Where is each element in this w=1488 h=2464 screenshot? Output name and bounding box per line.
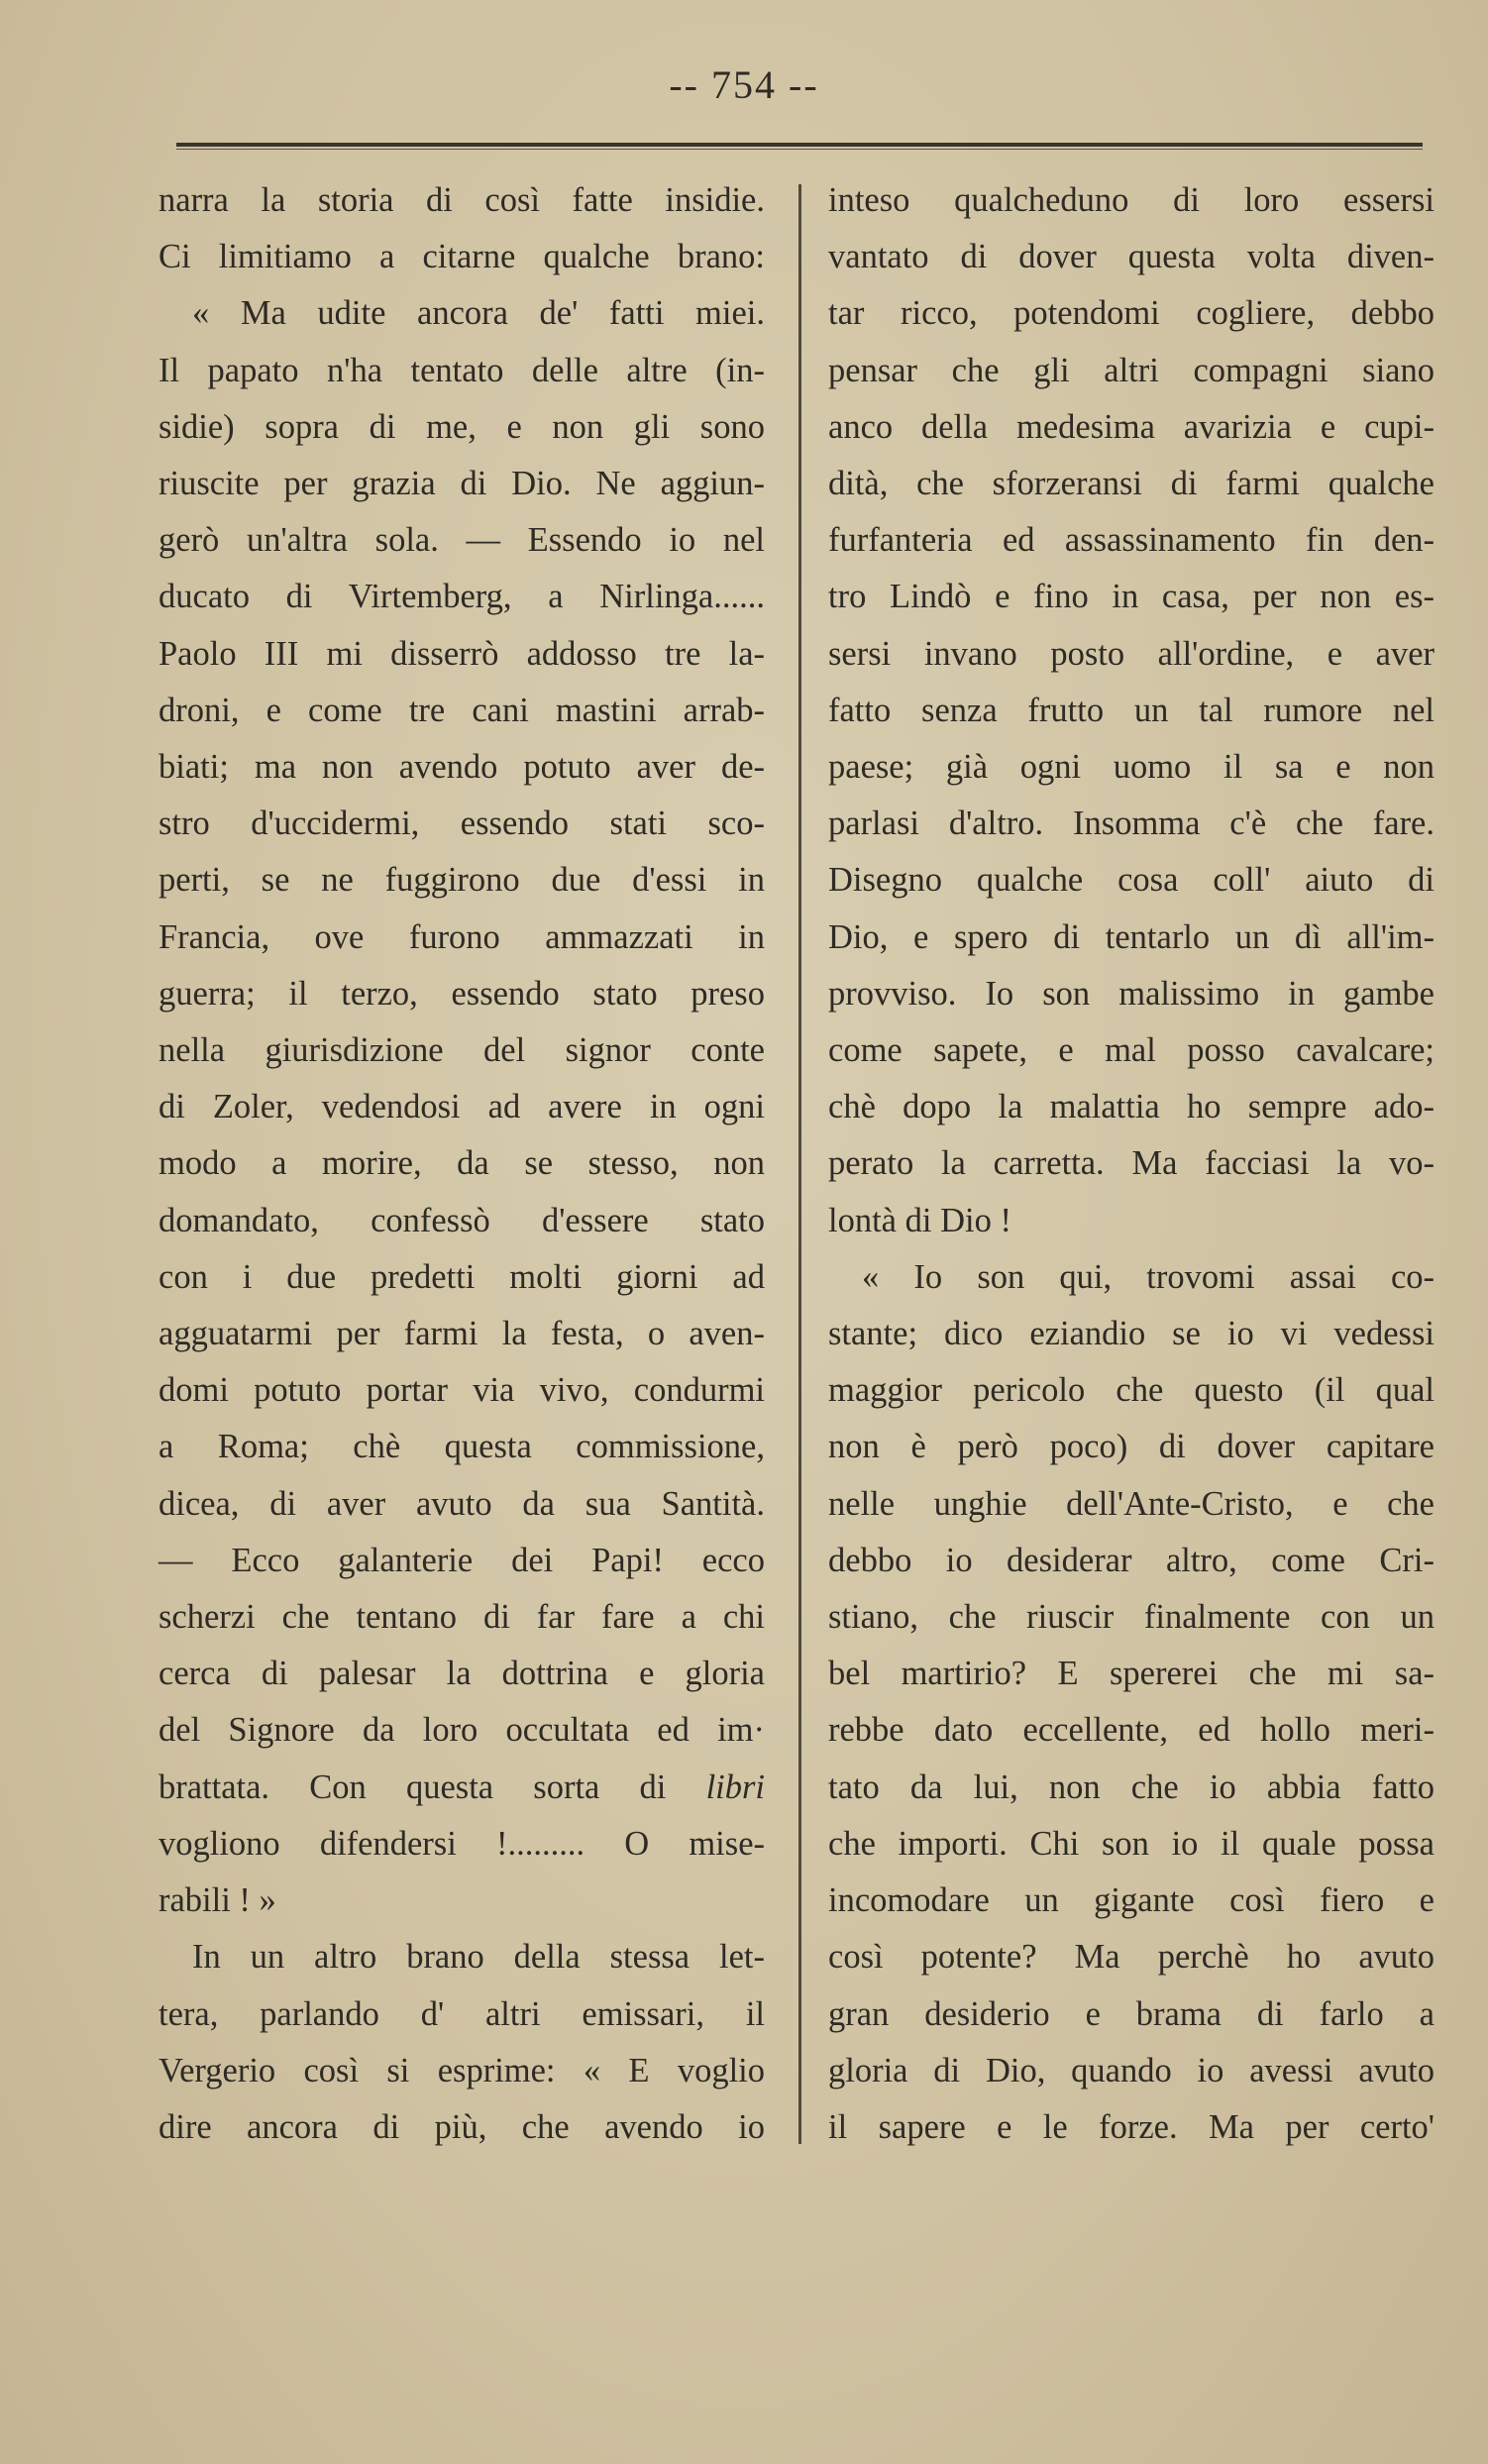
text-line: scherzi che tentano di far fare a chi	[159, 1598, 765, 1637]
text-line: maggior pericolo che questo (il qual	[828, 1371, 1435, 1410]
text-line: In un altro brano della stessa let-	[192, 1938, 765, 1977]
text-line: — Ecco galanterie dei Papi! ecco	[159, 1541, 765, 1579]
text-line: sidie) sopra di me, e non gli sono	[159, 407, 765, 446]
text-line: cerca di palesar la dottrina e gloria	[159, 1655, 765, 1693]
right-column	[828, 172, 1435, 2156]
text-line: perato la carretta. Ma facciasi la vo-	[828, 1144, 1435, 1183]
text-line: parlasi d'altro. Insomma c'è che fare.	[828, 804, 1435, 843]
text-line: brattata. Con questa sorta di libri	[159, 1768, 766, 1806]
text-line: gloria di Dio, quando io avessi avuto	[828, 2051, 1435, 2089]
column-divider	[798, 184, 801, 2144]
text-line: Disegno qualche cosa coll' aiuto di	[828, 861, 1435, 900]
text-line: debbo io desiderar altro, come Cri-	[828, 1541, 1435, 1579]
text-line: narra la storia di così fatte insidie.	[159, 181, 765, 219]
text-line: chè dopo la malattia ho sempre ado-	[828, 1088, 1435, 1126]
text-line: provviso. Io son malissimo in gambe	[828, 974, 1435, 1013]
text-line: nelle unghie dell'Ante-Cristo, e che	[828, 1484, 1435, 1523]
text-line: biati; ma non avendo potuto aver de-	[159, 748, 765, 787]
text-line: agguatarmi per farmi la festa, o aven-	[159, 1315, 765, 1353]
text-line: « Io son qui, trovomi assai co-	[862, 1257, 1435, 1296]
text-line: dire ancora di più, che avendo io	[159, 2107, 765, 2146]
text-line: inteso qualcheduno di loro essersi	[828, 181, 1435, 219]
text-line: bel martirio? E spererei che mi sa-	[828, 1655, 1435, 1693]
text-line: tera, parlando d' altri emissari, il	[159, 1994, 765, 2033]
text-line: vantato di dover questa volta diven-	[828, 238, 1435, 276]
page-number: -- 754 --	[669, 62, 819, 107]
text-line: furfanteria ed assassinamento fin den-	[828, 521, 1435, 560]
text-line: che importi. Chi son io il quale possa	[828, 1824, 1435, 1863]
text-line: così potente? Ma perchè ho avuto	[828, 1938, 1435, 1977]
text-line: « Ma udite ancora de' fatti miei.	[192, 294, 765, 333]
text-line: il sapere e le forze. Ma per certo'	[828, 2107, 1435, 2146]
text-line: fatto senza frutto un tal rumore nel	[828, 691, 1435, 729]
text-line: Il papato n'ha tentato delle altre (in-	[159, 351, 765, 389]
text-line: Paolo III mi disserrò addosso tre la-	[159, 634, 765, 673]
text-line: guerra; il terzo, essendo stato preso	[159, 974, 765, 1013]
text-line: Francia, ove furono ammazzati in	[159, 917, 765, 956]
text-line: ducato di Virtemberg, a Nirlinga......	[159, 578, 765, 616]
text-line: lontà di Dio !	[828, 1201, 1011, 1239]
text-line: di Zoler, vedendosi ad avere in ogni	[159, 1088, 765, 1126]
text-line: stro d'uccidermi, essendo stati sco-	[159, 804, 765, 843]
text-line: domandato, confessò d'essere stato	[159, 1201, 765, 1239]
text-line: pensar che gli altri compagni siano	[828, 351, 1435, 389]
text-line: paese; già ogni uomo il sa e non	[828, 748, 1435, 787]
text-line: gran desiderio e brama di farlo a	[828, 1994, 1435, 2033]
text-line: rabili ! »	[159, 1881, 276, 1920]
header-rule	[176, 143, 1423, 150]
text-line: stante; dico eziandio se io vi vedessi	[828, 1315, 1435, 1353]
text-line: perti, se ne fuggirono due d'essi in	[159, 861, 765, 900]
text-line: Dio, e spero di tentarlo un dì all'im-	[828, 917, 1435, 956]
text-line: modo a morire, da se stesso, non	[159, 1144, 765, 1183]
text-line: rebbe dato eccellente, ed hollo meri-	[828, 1711, 1435, 1750]
text-line: riuscite per grazia di Dio. Ne aggiun-	[159, 465, 765, 503]
text-line: gerò un'altra sola. — Essendo io nel	[159, 521, 765, 560]
text-line: domi potuto portar via vivo, condurmi	[159, 1371, 765, 1410]
text-line: vogliono difendersi !......... O mise-	[159, 1824, 765, 1863]
text-line: Vergerio così si esprime: « E voglio	[159, 2051, 765, 2089]
text-line: tro Lindò e fino in casa, per non es-	[828, 578, 1435, 616]
text-line: a Roma; chè questa commissione,	[159, 1428, 765, 1466]
text-line: nella giurisdizione del signor conte	[159, 1031, 765, 1070]
text-line: incomodare un gigante così fiero e	[828, 1881, 1435, 1920]
text-line: tato da lui, non che io abbia fatto	[828, 1768, 1435, 1806]
text-line: tar ricco, potendomi cogliere, debbo	[828, 294, 1435, 333]
text-line: dità, che sforzeransi di farmi qualche	[828, 465, 1435, 503]
text-line: del Signore da loro occultata ed im·	[159, 1711, 765, 1750]
left-column	[159, 172, 765, 2156]
text-line: anco della medesima avarizia e cupi-	[828, 407, 1435, 446]
text-line: sersi invano posto all'ordine, e aver	[828, 634, 1435, 673]
text-line: non è però poco) di dover capitare	[828, 1428, 1435, 1466]
text-line: come sapete, e mal posso cavalcare;	[828, 1031, 1435, 1070]
text-line: con i due predetti molti giorni ad	[159, 1257, 765, 1296]
text-line: dicea, di aver avuto da sua Santità.	[159, 1484, 765, 1523]
italic-word: libri	[705, 1768, 766, 1806]
text-line: droni, e come tre cani mastini arrab-	[159, 691, 765, 729]
text-line: stiano, che riuscir finalmente con un	[828, 1598, 1435, 1637]
text-line: Ci limitiamo a citarne qualche brano:	[159, 238, 765, 276]
